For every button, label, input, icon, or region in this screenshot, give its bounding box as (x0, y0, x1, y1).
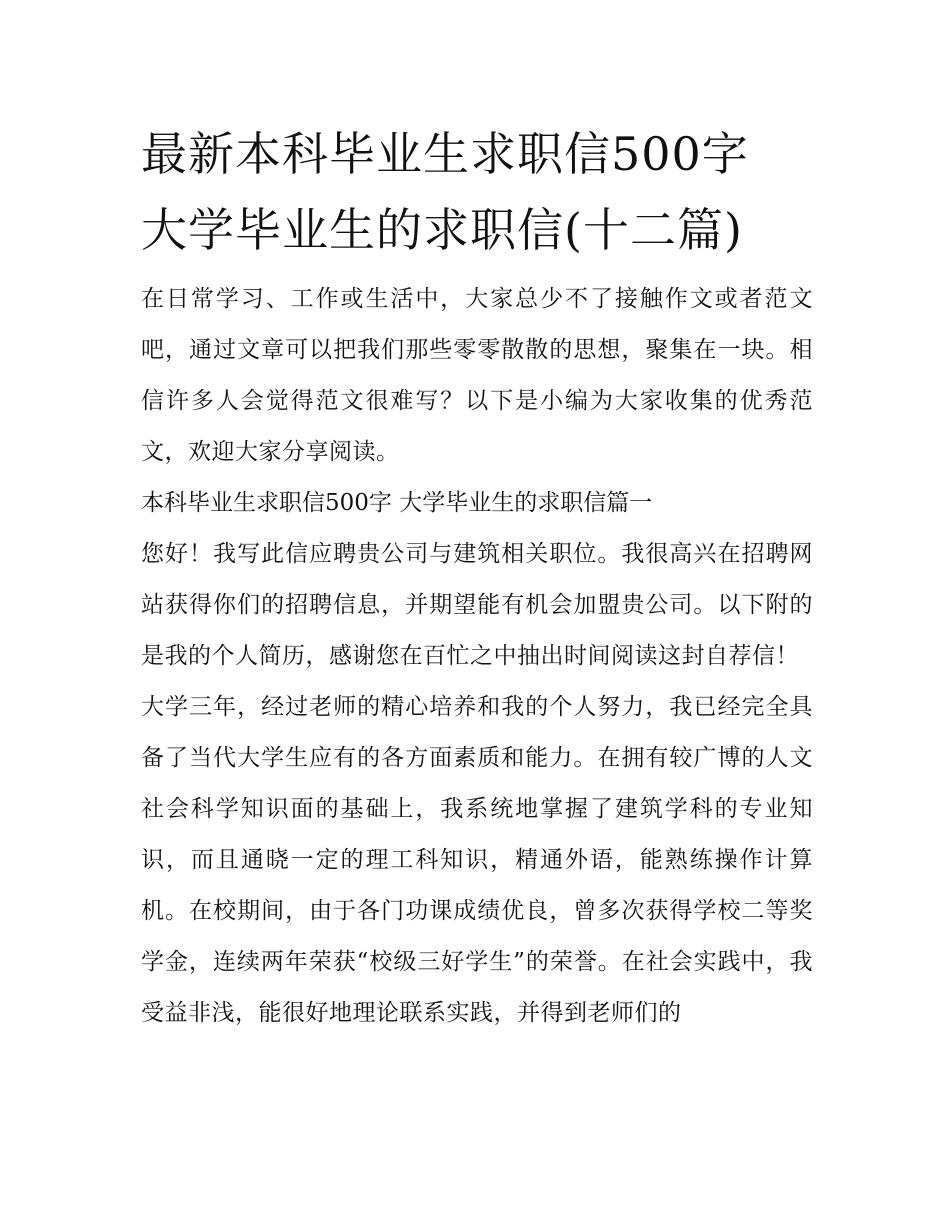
body-paragraph-2: 大学三年，经过老师的精心培养和我的个人努力，我已经完全具备了当代大学生应有的各方面素质和能力。在拥有较广博的人文社会科学知识面的基础上，我系统地掌握了建筑学科的专业知识，而且通晓一定的理工科知识，精通外语，能熟练操作计算机。在校期间，由于各门功课成绩优良，曾多次获得学校二等奖学金，连续两年荣获“校级三好学生”的荣誉。在社会实践中，我受益非浅，能很好地理论联系实践，并得到老师们的 (141, 694, 813, 1026)
document-body (141, 116, 813, 1039)
body-paragraph-1: 您好！我写此信应聘贵公司与建筑相关职位。我很高兴在招聘网站获得你们的招聘信息，并期望能有机会加盟贵公司。以下附的是我的个人简历，感谢您在百忙之中抽出时间阅读这封自荐信！ (141, 541, 813, 669)
section-heading: 本科毕业生求职信500字 大学毕业生的求职信篇一 (141, 490, 653, 516)
title-line-2: 大学毕业生的求职信(十二篇) (141, 203, 743, 257)
title-line-1: 最新本科毕业生求职信500字 (141, 127, 749, 181)
document-title (141, 116, 813, 268)
intro-paragraph: 在日常学习、工作或生活中，大家总少不了接触作文或者范文吧，通过文章可以把我们那些零零散散的思想，聚集在一块。相信许多人会觉得范文很难写？以下是小编为大家收集的优秀范文，欢迎大家分享阅读。 (141, 286, 813, 465)
